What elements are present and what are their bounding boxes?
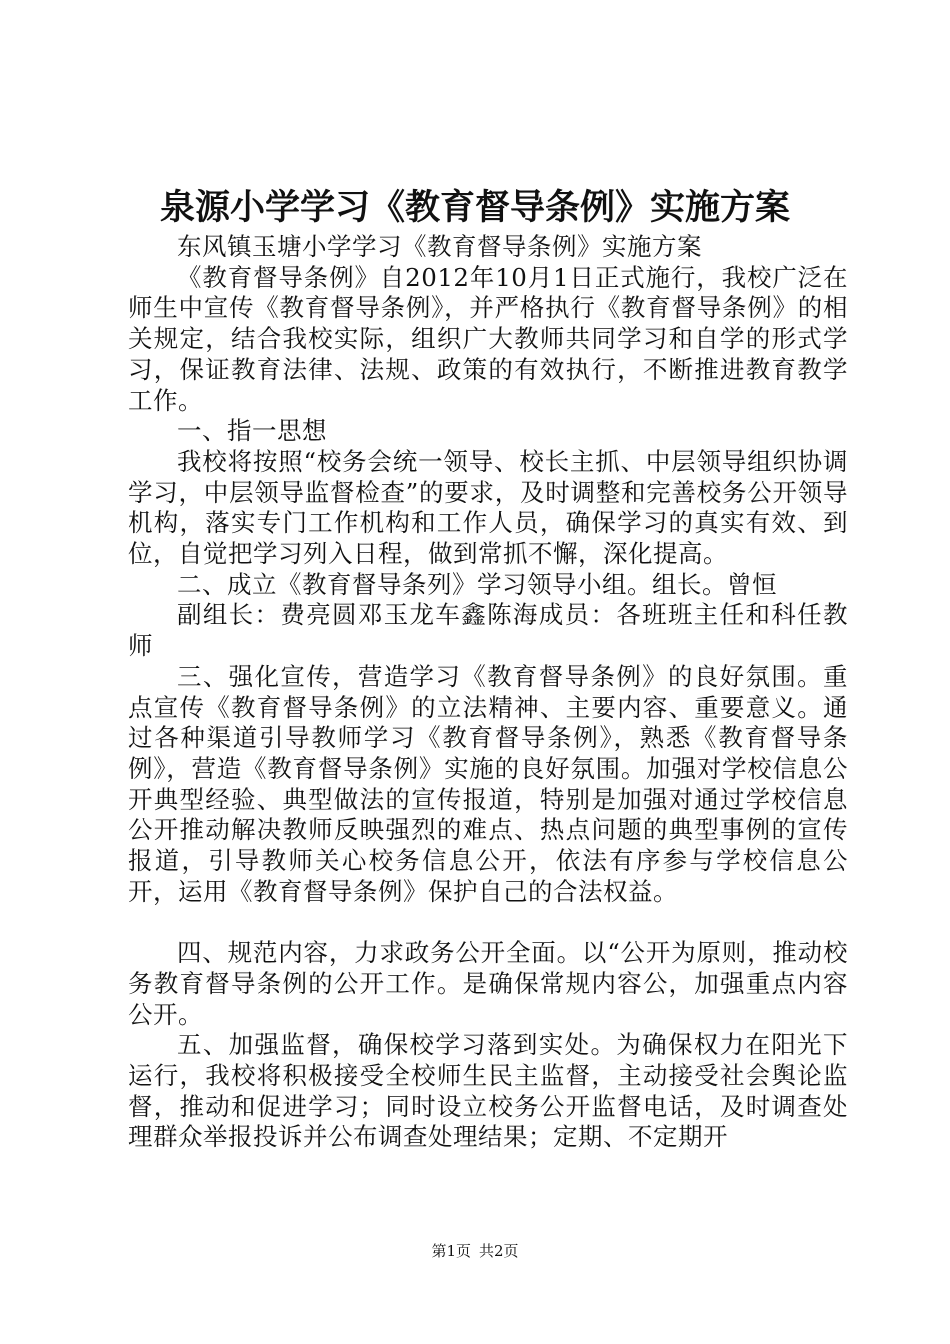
page-footer: [0, 1240, 950, 1262]
document-body: [128, 232, 848, 1153]
section-heading-1: 一、指一思想: [177, 416, 327, 446]
section-1-paragraph: 我校将按照“校务会统一领导、校长主抓、中层领导组织协调学习，中层领导监督检查”的要求，及时调整和完善校务公开领导机构，落实专门工作机构和工作人员，确保学习的真实有效、到位，自觉把学习列入日程，做到常抓不懈，深化提高。: [128, 446, 848, 569]
section-4-paragraph: 四、规范内容，力求政务公开全面。以“公开为原则，推动校务教育督导条例的公开工作。是确保常规内容公，加强重点内容公开。: [128, 938, 848, 1029]
page-number-total: 共2页: [479, 1242, 519, 1260]
blank-line: [128, 907, 848, 938]
intro-paragraph: 《教育督导条例》自2012年10月1日正式施行，我校广泛在师生中宣传《教育督导条例》，并严格执行《教育督导条例》的相关规定，结合我校实际，组织广大教师共同学习和自学的形式学习，保证教育法律、法规、政策的有效执行，不断推进教育教学工作。: [128, 262, 848, 415]
subtitle-paragraph: 东风镇玉塘小学学习《教育督导条例》实施方案: [177, 232, 702, 261]
section-2-paragraph: 二、成立《教育督导条列》学习领导小组。组长。曾恒: [177, 569, 777, 599]
section-5-paragraph: 五、加强监督，确保校学习落到实处。为确保权力在阳光下运行，我校将积极接受全校师生民主监督，主动接受社会舆论监督，推动和促进学习；同时设立校务公开监督电话，及时调查处理群众举报投诉并公布调查处理结果；定期、不定期开: [128, 1030, 848, 1152]
section-3-paragraph: 三、强化宣传，营造学习《教育督导条例》的良好氛围。重点宣传《教育督导条例》的立法精神、主要内容、重要意义。通过各种渠道引导教师学习《教育督导条例》，熟悉《教育督导条例》，营造《教育督导条例》实施的良好氛围。加强对学校信息公开典型经验、典型做法的宣传报道，特别是加强对通过学校信息公开推动解决教师反映强烈的难点、热点问题的典型事例的宣传报道，引导教师关心校务信息公开，依法有序参与学校信息公开，运用《教育督导条例》保护自己的合法权益。: [128, 661, 848, 906]
deputy-members-paragraph: 副组长：费亮圆邓玉龙车鑫陈海成员：各班班主任和科任教师: [128, 600, 848, 661]
document-title: 泉源小学学习《教育督导条例》实施方案: [159, 188, 790, 228]
page-number-current: 第1页: [431, 1242, 471, 1260]
